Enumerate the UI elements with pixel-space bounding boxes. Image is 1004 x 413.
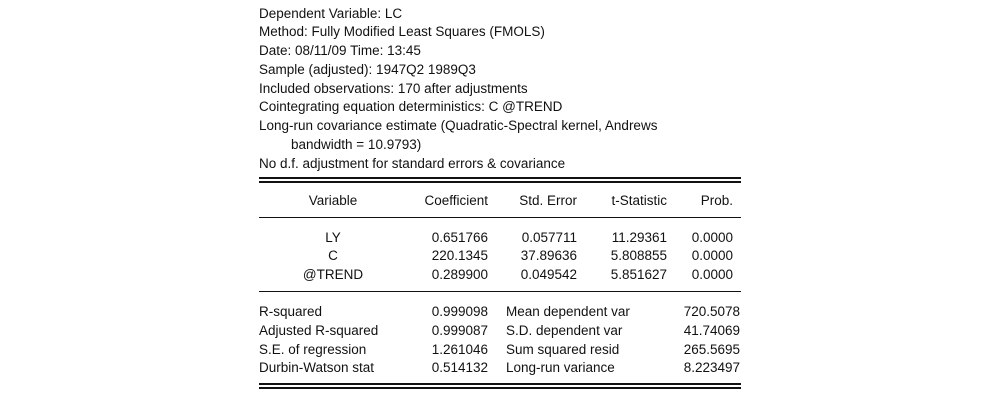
stat-label: R-squared [259, 304, 323, 319]
prob-value: 0.0000 [691, 248, 733, 263]
col-header-variable: Variable [308, 193, 358, 208]
col-header-std-error: Std. Error [519, 193, 577, 208]
prob-value: 0.0000 [691, 267, 733, 282]
stat-label: Long-run variance [506, 360, 615, 375]
stat-value: 0.514132 [431, 360, 488, 375]
col-header-t-statistic: t-Statistic [611, 193, 667, 208]
std-error-value: 37.89636 [520, 248, 577, 263]
sample-line: Sample (adjusted): 1947Q2 1989Q3 [259, 62, 476, 77]
coefficient-value: 220.1345 [431, 248, 488, 263]
prob-value: 0.0000 [691, 230, 733, 245]
stat-label: S.D. dependent var [506, 323, 623, 338]
dependent-variable-line: Dependent Variable: LC [259, 6, 403, 21]
variable-name: @TREND [302, 267, 364, 282]
table-bottom-rule-2 [259, 387, 741, 389]
stat-label: S.E. of regression [259, 342, 367, 357]
stat-value: 0.999087 [431, 323, 488, 338]
stat-label: Sum squared resid [506, 342, 620, 357]
stat-value: 265.5695 [683, 342, 740, 357]
stat-value: 1.261046 [431, 342, 488, 357]
covariance-estimate-line: Long-run covariance estimate (Quadratic-Spectral kernel, Andrews [259, 118, 658, 133]
std-error-value: 0.049542 [520, 267, 577, 282]
std-error-value: 0.057711 [521, 230, 577, 245]
regression-output [259, 0, 744, 413]
table-top-rule [259, 177, 741, 179]
t-stat-value: 5.808855 [610, 248, 667, 263]
col-header-prob: Prob. [700, 193, 733, 208]
observations-line: Included observations: 170 after adjustments [259, 81, 528, 96]
stat-value: 41.74069 [683, 323, 740, 338]
t-stat-value: 11.29361 [611, 230, 667, 245]
stats-separator [259, 291, 741, 292]
stat-value: 720.5078 [683, 304, 740, 319]
stat-value: 0.999098 [431, 304, 488, 319]
stat-label: Mean dependent var [506, 304, 630, 319]
bandwidth-line: bandwidth = 10.9793) [291, 137, 422, 152]
stat-label: Adjusted R-squared [259, 323, 379, 338]
deterministics-line: Cointegrating equation deterministics: C @TREND [259, 99, 563, 114]
df-adjustment-line: No d.f. adjustment for standard errors & covariance [259, 156, 566, 171]
variable-name: LY [325, 230, 341, 245]
table-bottom-rule [259, 383, 741, 385]
stat-label: Durbin-Watson stat [259, 360, 375, 375]
col-header-coefficient: Coefficient [424, 193, 488, 208]
table-top-rule-2 [259, 181, 741, 183]
date-time-line: Date: 08/11/09 Time: 13:45 [259, 43, 421, 58]
method-line: Method: Fully Modified Least Squares (FMOLS) [259, 24, 545, 39]
coefficient-value: 0.289900 [431, 267, 488, 282]
header-separator [259, 217, 741, 218]
t-stat-value: 5.851627 [610, 267, 667, 282]
coefficient-value: 0.651766 [431, 230, 488, 245]
stat-value: 8.223497 [683, 360, 740, 375]
variable-name: C [328, 248, 338, 263]
